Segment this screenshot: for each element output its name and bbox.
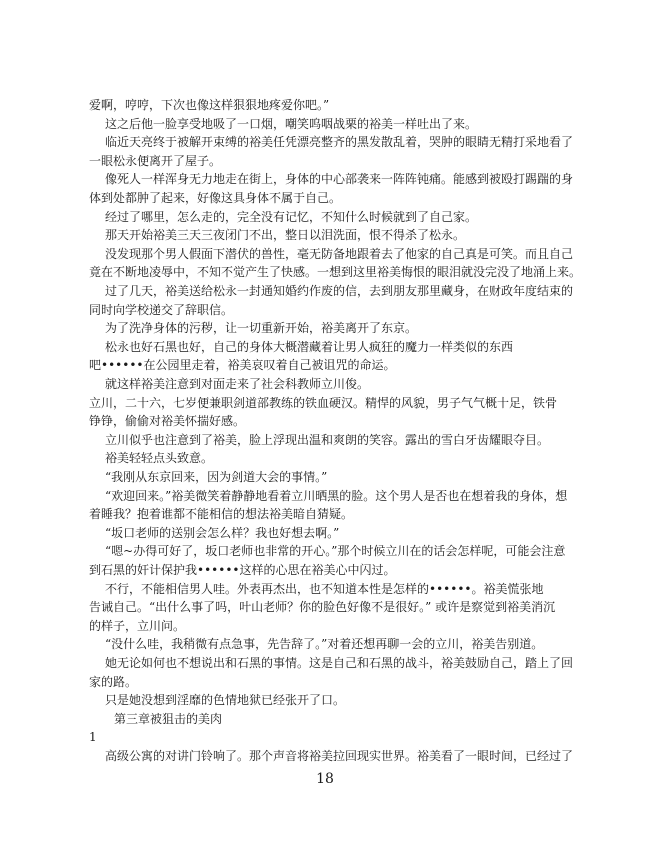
text-line: 那天开始裕美三天三夜闭门不出，整日以泪洗面，恨不得杀了松永。 — [105, 228, 466, 242]
text-line: 临近天亮终于被解开束缚的裕美任凭漂亮整齐的黑发散乱着，哭肿的眼睛无精打采地看了 — [105, 135, 574, 149]
text-line: 裕美轻轻点头致意。 — [105, 451, 214, 465]
text-line: 一眼松永便离开了屋子。 — [89, 154, 222, 168]
text-line: “没什么哇，我稍微有点急事，先告辞了。”对着还想再聊一会的立川，裕美告别道。 — [105, 637, 544, 651]
text-line: 竟在不断地凌辱中，不知不觉产生了快感。一想到这里裕美悔恨的眼泪就没完没了地涌上来。 — [89, 265, 582, 279]
text-line: “我刚从东京回来，因为剑道大会的事情。” — [105, 470, 328, 484]
text-line: 告诫自己。“出什么事了吗，叶山老师？你的脸色好像不是很好。” 或许是察觉到裕美消沉 — [89, 600, 556, 614]
text-line: 立川，二十六，七岁便兼职剑道部教练的铁血硬汉。精悍的风貌，男子气气概十足，铁骨 — [89, 396, 558, 410]
text-line: 不行，不能相信男人哇。外表再杰出，也不知道本性是怎样的••••••。裕美慌张地 — [105, 582, 544, 596]
text-line: 立川似乎也注意到了裕美，脸上浮现出温和爽朗的笑容。露出的雪白牙齿耀眼夺目。 — [105, 433, 550, 447]
text-line: “坂口老师的送别会怎么样？我也好想去啊。” — [105, 526, 340, 540]
text-line: 的样子，立川问。 — [89, 619, 186, 633]
page-number: 18 — [316, 771, 334, 787]
text-line: 就这样裕美注意到对面走来了社会科教师立川俊。 — [105, 377, 370, 391]
text-line: 家的路。 — [89, 675, 138, 689]
text-line: 到石黑的奸计保护我••••••这样的心思在裕美心中闪过。 — [89, 563, 396, 577]
text-line: 松永也好石黑也好，自己的身体大概潜藏着让男人疯狂的魔力一样类似的东西 — [105, 340, 514, 354]
text-line: 为了洗净身体的污秽，让一切重新开始，裕美离开了东京。 — [105, 321, 418, 335]
chapter-heading: 第三章被狙击的美肉 — [114, 712, 223, 726]
section-number: 1 — [89, 730, 97, 744]
text-line: 同时向学校递交了辞职信。 — [89, 303, 234, 317]
text-line: 这之后他一脸享受地吸了一口烟，嘲笑呜咽战栗的裕美一样吐出了来。 — [105, 117, 478, 131]
text-line: 只是她没想到淫靡的色情地狱已经张开了口。 — [105, 693, 346, 707]
text-line: 爱啊，哼哼，下次也像这样狠狠地疼爱你吧。” — [89, 98, 330, 112]
text-line: 体到处都肿了起来，好像这具身体不属于自己。 — [89, 191, 342, 205]
text-line: 吧••••••在公园里走着，裕美哀叹着自己被诅咒的命运。 — [89, 358, 396, 372]
text-line: 过了几天，裕美送给松永一封通知婚约作废的信，去到朋友那里藏身，在财政年度结束的 — [105, 284, 574, 298]
text-line: 她无论如何也不想说出和石黑的事情。这是自己和石黑的战斗，裕美鼓励自己，踏上了回 — [105, 656, 574, 670]
text-line: 经过了哪里，怎么走的，完全没有记忆，不知什么时候就到了自己家。 — [105, 210, 478, 224]
text-line: “嗯~办得可好了，坂口老师也非常的开心。”那个时候立川在的话会怎样呢，可能会注意 — [105, 544, 566, 558]
text-line: 着睡我？抱着谁都不能相信的想法裕美暗自猜疑。 — [89, 507, 354, 521]
text-line: 铮铮，偷偷对裕美怀揣好感。 — [89, 414, 246, 428]
text-line: 高级公寓的对讲门铃响了。那个声音将裕美拉回现实世界。裕美看了一眼时间，已经过了 — [105, 749, 574, 763]
text-line: 没发现那个男人假面下潜伏的兽性，毫无防备地跟着去了他家的自己真是可笑。而且自己 — [105, 247, 574, 261]
text-line: 像死人一样浑身无力地走在街上，身体的中心部袭来一阵阵钝痛。能感到被殴打踢踹的身 — [105, 172, 574, 186]
text-line: “欢迎回来。”裕美微笑着静静地看着立川晒黑的脸。这个男人是否也在想着我的身体，想 — [105, 489, 568, 503]
